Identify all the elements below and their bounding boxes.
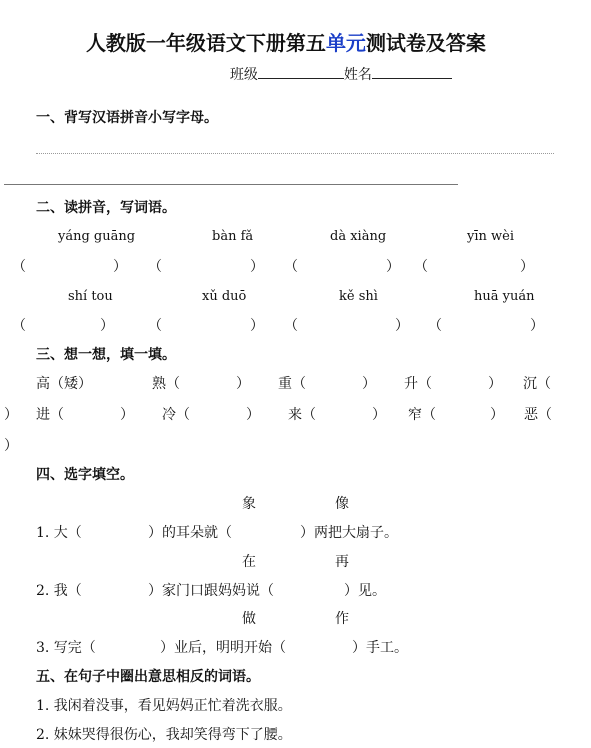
choice-char: 像 <box>335 496 349 512</box>
paren-open: （ <box>12 259 26 275</box>
antonym-item: 沉（ <box>523 376 551 392</box>
choice-char: 在 <box>242 554 256 570</box>
question-1-part-c: ）两把大扇子。 <box>300 525 398 541</box>
title-suffix: 测试卷及答案 <box>365 31 486 55</box>
section-2-heading: 二、读拼音，写词语。 <box>36 200 176 216</box>
antonym-item: 恶（ <box>524 407 552 423</box>
question-3-part-a: 3. 写完（ <box>36 640 96 656</box>
pinyin-item: shí tou <box>68 289 113 304</box>
antonym-item: 高（矮） <box>36 376 92 392</box>
pinyin-item: huā yuán <box>474 289 535 304</box>
sentence-item: 2. 妹妹哭得很伤心，我却笑得弯下了腰。 <box>36 727 292 743</box>
question-3-part-b: ）业后，明明开始（ <box>160 640 286 656</box>
writing-line-dotted <box>36 153 554 154</box>
antonym-item: ） <box>488 376 502 392</box>
paren-open: （ <box>428 318 442 334</box>
choice-char: 象 <box>242 496 256 512</box>
pinyin-item: yīn wèi <box>467 229 514 244</box>
antonym-item: 冷（ <box>162 407 190 423</box>
class-label: 班级 <box>229 67 258 83</box>
antonym-item: ） <box>4 407 18 423</box>
question-3-part-c: ）手工。 <box>352 640 408 656</box>
question-1-part-a: 1. 大（ <box>36 525 82 541</box>
section-4-heading: 四、选字填空。 <box>36 467 134 483</box>
antonym-item: 熟（ <box>152 376 180 392</box>
section-1-heading: 一、背写汉语拼音小写字母。 <box>36 110 218 126</box>
choice-char: 做 <box>242 611 256 627</box>
question-2-part-a: 2. 我（ <box>36 583 82 599</box>
antonym-item: ） <box>246 407 260 423</box>
paren-open: （ <box>284 259 298 275</box>
antonym-item: 重（ <box>278 376 306 392</box>
pinyin-item: kě shì <box>339 289 378 304</box>
antonym-item: ） <box>120 407 134 423</box>
title-link[interactable]: 单元 <box>325 31 366 55</box>
paren-close: ） <box>250 259 264 275</box>
section-5-heading: 五、在句子中圈出意思相反的词语。 <box>36 669 260 685</box>
class-blank <box>258 66 344 79</box>
antonym-item: 来（ <box>288 407 316 423</box>
section-3-heading: 三、想一想，填一填。 <box>36 347 176 363</box>
paren-close: ） <box>520 259 534 275</box>
choice-char: 再 <box>335 554 349 570</box>
question-2-part-c: ）见。 <box>344 583 386 599</box>
page-title <box>72 13 486 53</box>
antonym-item: 窄（ <box>408 407 436 423</box>
paren-open: （ <box>284 318 298 334</box>
antonym-item: ） <box>4 438 18 454</box>
antonym-item: ） <box>490 407 504 423</box>
name-blank <box>372 66 452 79</box>
paren-open: （ <box>12 318 26 334</box>
name-label: 姓名 <box>343 67 372 83</box>
title-prefix: 人教版一年级语文下册第五 <box>85 31 326 55</box>
paren-open: （ <box>414 259 428 275</box>
paren-open: （ <box>148 259 162 275</box>
choice-char: 作 <box>335 611 349 627</box>
antonym-item: ） <box>362 376 376 392</box>
sentence-item: 1. 我闲着没事，看见妈妈正忙着洗衣服。 <box>36 698 292 714</box>
pinyin-item: xǔ duō <box>202 289 247 304</box>
paren-close: ） <box>250 318 264 334</box>
paren-close: ） <box>113 259 127 275</box>
paren-close: ） <box>100 318 114 334</box>
antonym-item: 升（ <box>404 376 432 392</box>
antonym-item: ） <box>372 407 386 423</box>
question-2-part-b: ）家门口跟妈妈说（ <box>148 583 274 599</box>
antonym-item: ） <box>236 376 250 392</box>
paren-close: ） <box>530 318 544 334</box>
pinyin-item: yáng guāng <box>58 229 136 244</box>
antonym-item: 进（ <box>36 407 64 423</box>
pinyin-item: bàn fǎ <box>212 229 254 244</box>
writing-line-solid <box>4 184 458 185</box>
class-name-line <box>221 52 452 82</box>
pinyin-item: dà xiàng <box>330 229 387 244</box>
paren-close: ） <box>386 259 400 275</box>
paren-open: （ <box>148 318 162 334</box>
question-1-part-b: ）的耳朵就（ <box>148 525 232 541</box>
paren-close: ） <box>395 318 409 334</box>
